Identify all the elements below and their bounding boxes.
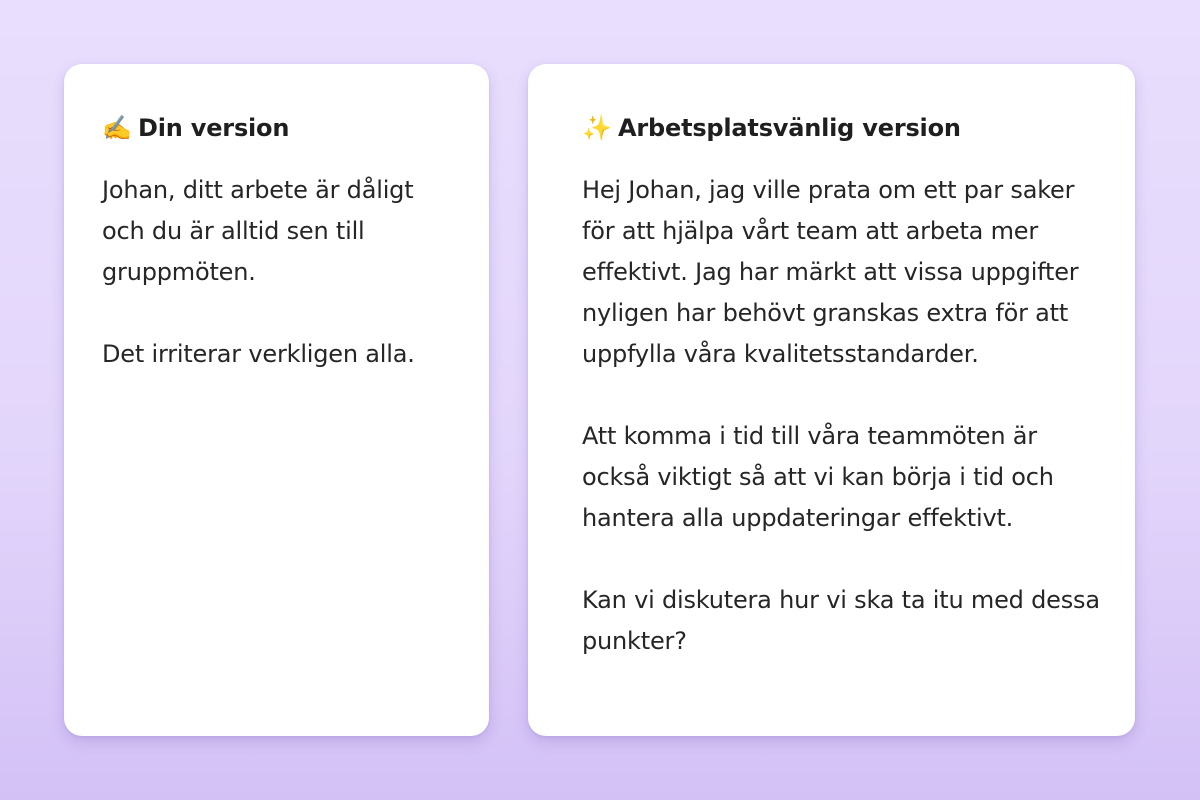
original-version-card <box>64 64 489 736</box>
friendly-paragraph-2: Att komma i tid till våra teammöten är också viktigt så att vi kan börja i tid och hantera alla uppdateringar effektivt. <box>582 422 1054 532</box>
friendly-paragraph-3: Kan vi diskutera hur vi ska ta itu med dessa punkter? <box>582 586 1100 655</box>
workplace-friendly-card <box>528 64 1135 736</box>
workplace-friendly-title-text: Arbetsplatsvänlig version <box>618 114 961 142</box>
original-version-title-text: Din version <box>138 114 290 142</box>
writing-hand-icon: ✍️ <box>102 114 132 142</box>
sparkles-icon: ✨ <box>582 114 612 142</box>
original-paragraph-1: Johan, ditt arbete är dåligt och du är alltid sen till gruppmöten. <box>102 176 414 286</box>
workplace-friendly-title <box>582 114 1105 142</box>
friendly-paragraph-1: Hej Johan, jag ville prata om ett par saker för att hjälpa vårt team att arbeta mer effektivt. Jag har märkt att vissa uppgifter nyligen har behövt granskas extra för att uppfylla våra kvalitetsstandarder. <box>582 176 1079 368</box>
original-version-title <box>102 114 451 142</box>
original-paragraph-2: Det irriterar verkligen alla. <box>102 340 415 368</box>
